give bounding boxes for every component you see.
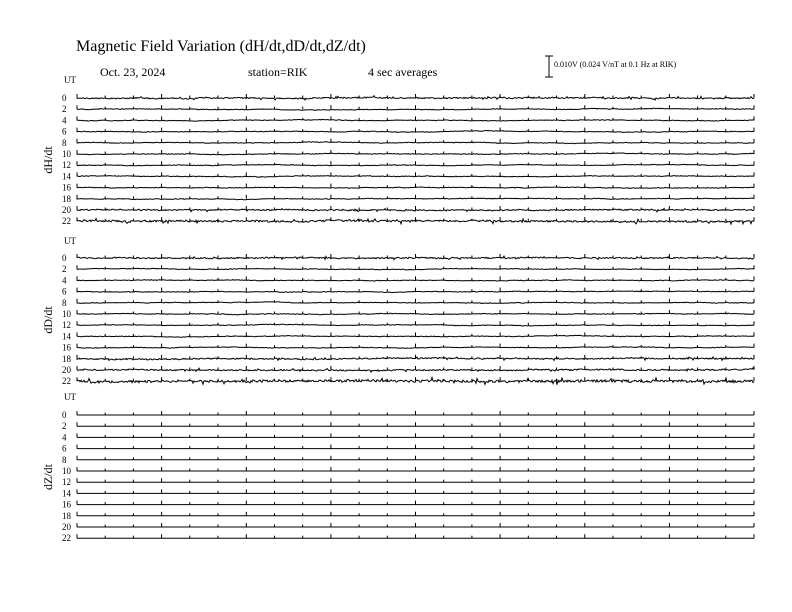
hour-label: 10 xyxy=(62,466,71,476)
hour-label: 8 xyxy=(62,137,67,148)
hour-label: 16 xyxy=(62,499,71,510)
hour-label: 2 xyxy=(62,104,67,115)
hour-label: 0 xyxy=(62,253,67,263)
hour-label: 10 xyxy=(62,309,71,319)
hour-label: 12 xyxy=(62,477,71,488)
panel-ylabel: dH/dt xyxy=(41,146,55,174)
hour-label: 20 xyxy=(62,522,71,532)
ut-axis-label: UT xyxy=(64,392,76,402)
hour-label: 20 xyxy=(62,365,71,375)
hour-label: 14 xyxy=(62,331,71,342)
panel-ylabel: dZ/dt xyxy=(41,464,55,490)
hour-label: 2 xyxy=(62,264,67,275)
hour-label: 18 xyxy=(62,193,71,204)
hour-label: 20 xyxy=(62,205,71,215)
page-title: Magnetic Field Variation (dH/dt,dD/dt,dZ/dt) xyxy=(76,38,366,55)
scale-bar-label: 0.010V (0.024 V/nT at 0.1 Hz at RIK) xyxy=(554,60,677,69)
date-label: Oct. 23, 2024 xyxy=(100,65,166,79)
ut-axis-label: UT xyxy=(64,236,76,246)
hour-label: 10 xyxy=(62,149,71,159)
panel-dZ-dt xyxy=(41,392,754,543)
hour-label: 8 xyxy=(62,297,67,308)
hour-label: 8 xyxy=(62,454,67,465)
hour-label: 18 xyxy=(62,510,71,521)
hour-label: 22 xyxy=(62,533,71,544)
hour-label: 12 xyxy=(62,320,71,331)
station-label: station=RIK xyxy=(248,65,308,79)
hour-label: 14 xyxy=(62,488,71,499)
hour-label: 16 xyxy=(62,182,71,193)
hour-label: 22 xyxy=(62,216,71,227)
panels xyxy=(41,75,754,543)
panel-dH-dt xyxy=(41,75,754,226)
hour-label: 22 xyxy=(62,376,71,387)
hour-label: 6 xyxy=(62,443,67,454)
hour-label: 2 xyxy=(62,421,67,432)
ut-axis-label: UT xyxy=(64,75,76,85)
hour-label: 18 xyxy=(62,353,71,364)
scale-bar-icon xyxy=(545,56,553,77)
hour-label: 4 xyxy=(62,275,67,286)
hour-label: 4 xyxy=(62,115,67,126)
hour-label: 0 xyxy=(62,410,67,420)
hour-label: 0 xyxy=(62,93,67,103)
hour-label: 4 xyxy=(62,432,67,443)
hour-label: 6 xyxy=(62,286,67,297)
averaging-label: 4 sec averages xyxy=(368,65,438,79)
hour-label: 12 xyxy=(62,160,71,171)
hour-label: 14 xyxy=(62,171,71,182)
panel-ylabel: dD/dt xyxy=(41,306,55,334)
hour-label: 6 xyxy=(62,126,67,137)
panel-dD-dt xyxy=(41,236,754,386)
hour-label: 16 xyxy=(62,342,71,353)
